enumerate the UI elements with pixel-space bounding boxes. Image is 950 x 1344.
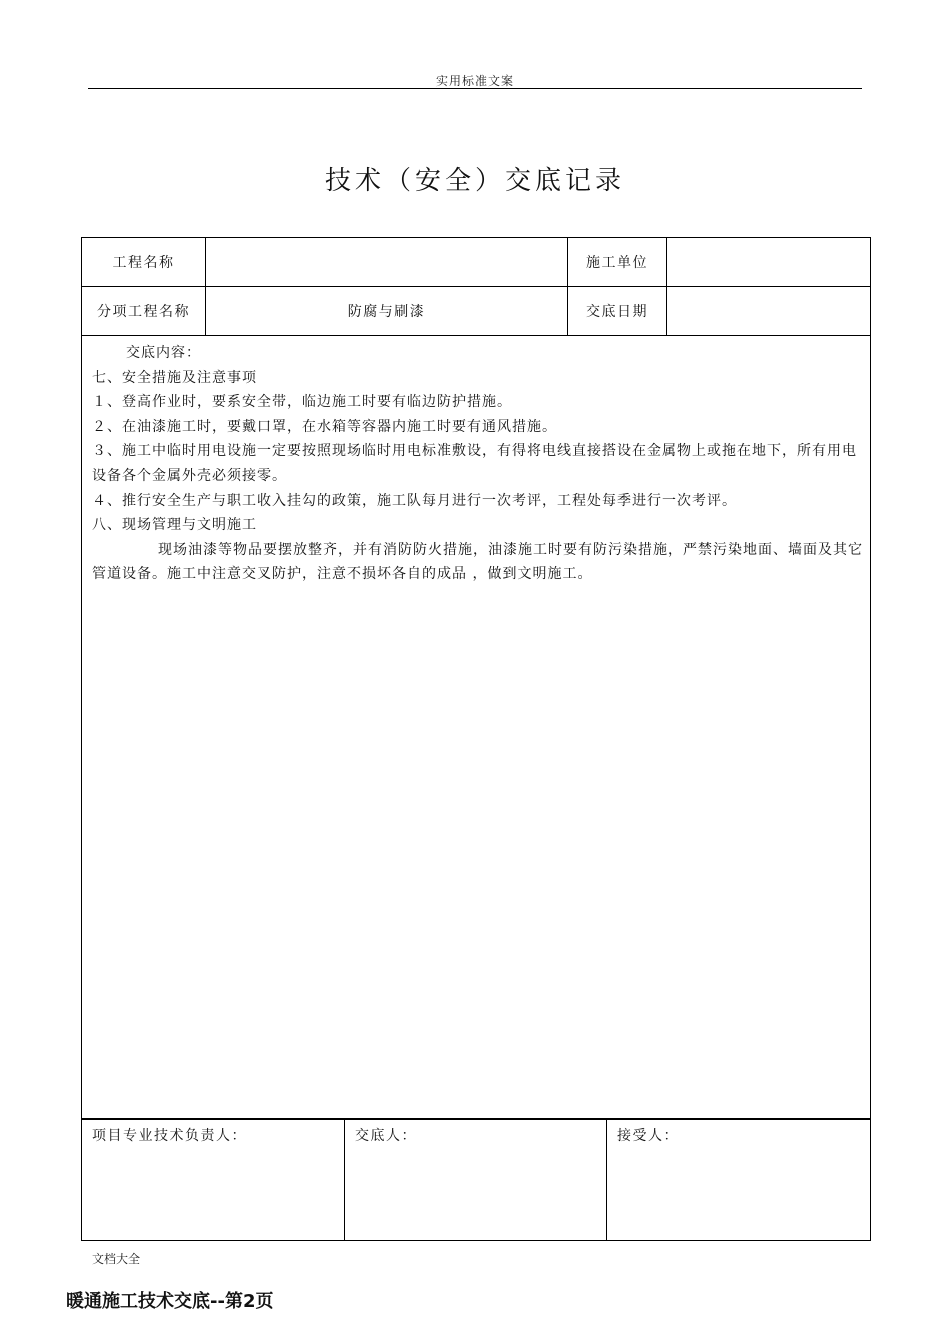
content-line: ３、施工中临时用电设施一定要按照现场临时用电标准敷设，有得将电线直接搭设在金属物上或拖在地下，所有用电设备各个金属外壳必须接零。 <box>92 443 857 484</box>
signature-table <box>81 1119 871 1241</box>
page-label: 暖通施工技术交底--第2页 <box>66 1291 274 1312</box>
record-form <box>81 237 871 1119</box>
unit-value <box>667 238 871 287</box>
header-rule <box>88 88 862 89</box>
row-project <box>82 238 871 287</box>
content-line: 七、安全措施及注意事项 <box>92 369 257 386</box>
row-content <box>82 336 871 1119</box>
project-name-value <box>206 238 568 287</box>
unit-label: 施工单位 <box>568 238 667 287</box>
date-value <box>667 287 871 336</box>
subitem-label: 分项工程名称 <box>82 287 206 336</box>
content-line: ４、推行安全生产与职工收入挂勾的政策，施工队每月进行一次考评，工程处每季进行一次考评。 <box>92 492 737 509</box>
document-title: 技术（安全）交底记录 <box>324 166 625 196</box>
content-line: ２、在油漆施工时，要戴口罩，在水箱等容器内施工时要有通风措施。 <box>92 418 557 435</box>
receiver-signature: 接受人： <box>607 1120 871 1241</box>
page-header: 实用标准文案 <box>435 74 514 88</box>
content-body <box>82 336 870 587</box>
content-cell <box>82 336 871 1119</box>
content-line: 现场油漆等物品要摆放整齐，并有消防防火措施，油漆施工时要有防污染措施，严禁污染地面、墙面及其它管道设备。施工中注意交叉防护，注意不损坏各自的成品 ，做到文明施工。 <box>92 541 863 583</box>
content-line: 八、现场管理与文明施工 <box>92 517 257 534</box>
row-subitem <box>82 287 871 336</box>
date-label: 交底日期 <box>568 287 667 336</box>
subitem-value: 防腐与刷漆 <box>206 287 568 336</box>
project-name-label: 工程名称 <box>82 238 206 287</box>
signature-row <box>82 1120 871 1241</box>
presenter-signature: 交底人： <box>345 1120 607 1241</box>
content-heading: 交底内容： <box>126 345 201 361</box>
content-line: １、登高作业时，要系安全带，临边施工时要有临边防护措施。 <box>92 394 512 411</box>
page-footer: 文档大全 <box>92 1252 141 1266</box>
tech-lead-signature: 项目专业技术负责人： <box>82 1120 345 1241</box>
